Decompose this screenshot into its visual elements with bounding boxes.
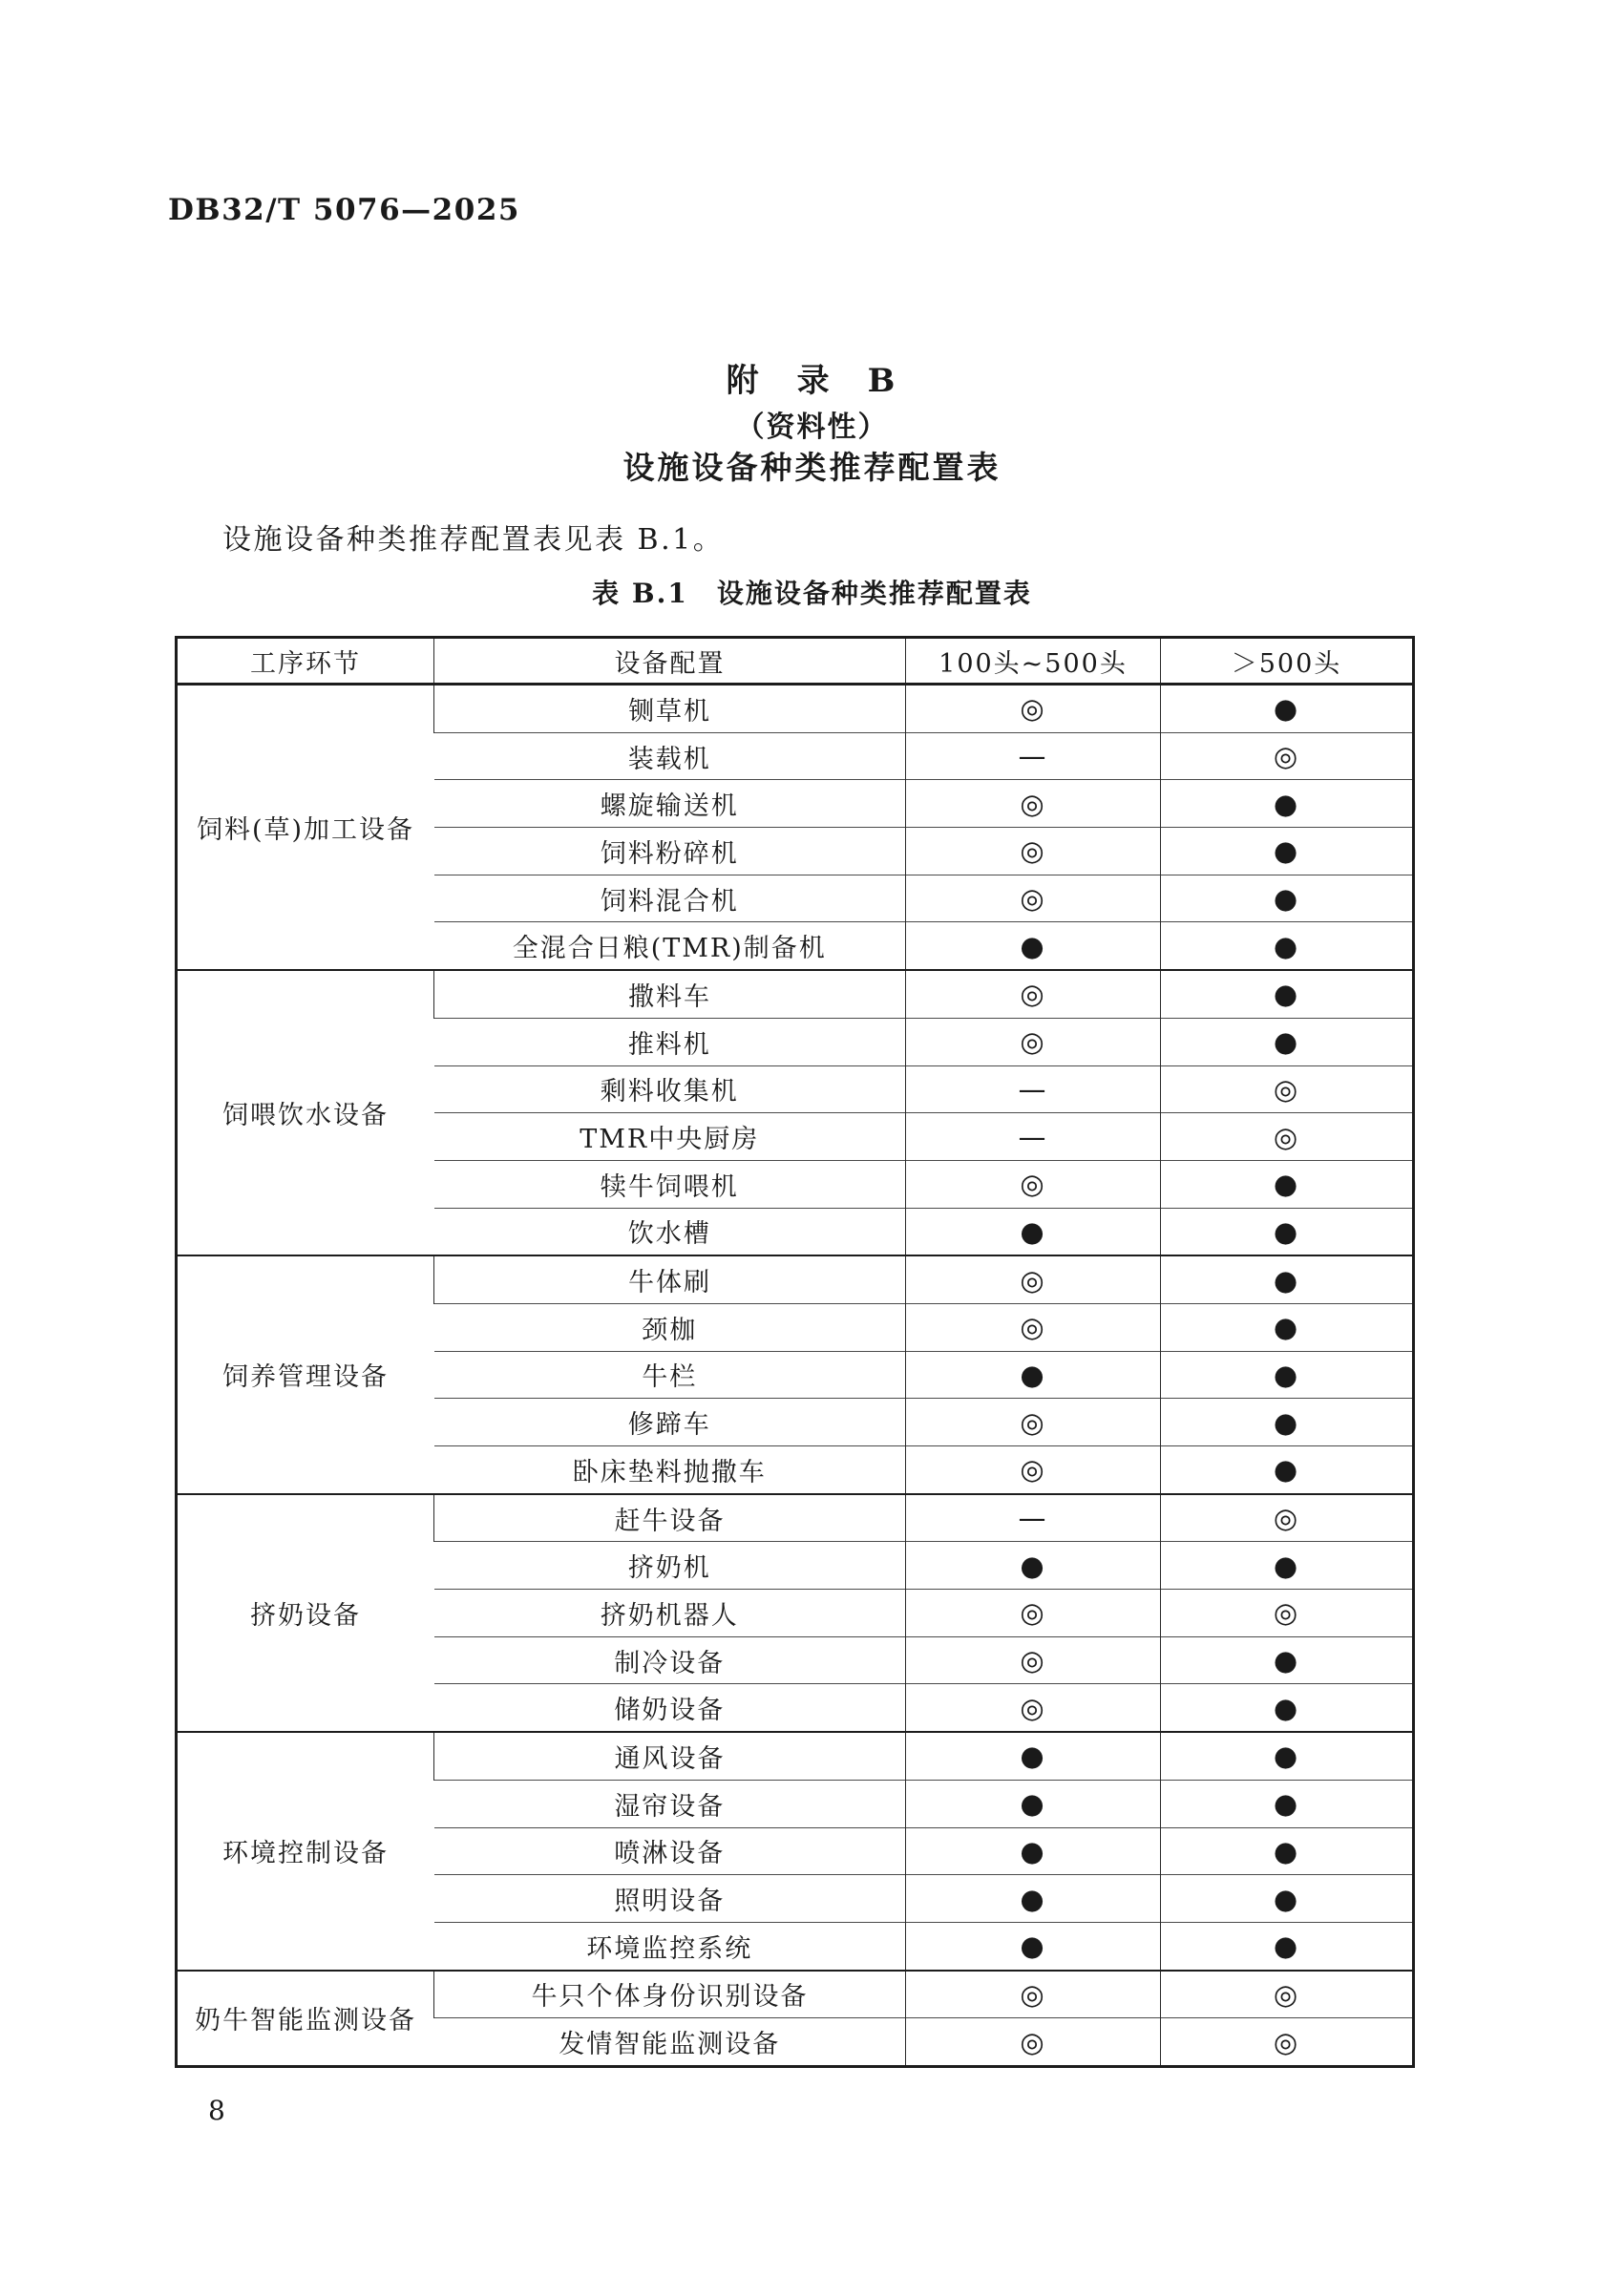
equipment-cell: 制冷设备 xyxy=(434,1636,906,1684)
group-cell: 饲养管理设备 xyxy=(177,1255,434,1493)
config-large-herd-cell: ● xyxy=(1161,1922,1414,1970)
equipment-cell: 挤奶机器人 xyxy=(434,1590,906,1637)
equipment-cell: 饮水槽 xyxy=(434,1208,906,1255)
config-small-herd-cell: ◎ xyxy=(906,1636,1161,1684)
page-number: 8 xyxy=(208,2095,225,2126)
equipment-cell: 喷淋设备 xyxy=(434,1827,906,1875)
config-small-herd-cell: ● xyxy=(906,1875,1161,1923)
col-header-process: 工序环节 xyxy=(177,638,434,685)
config-large-herd-cell: ● xyxy=(1161,1351,1414,1399)
config-small-herd-cell: ◎ xyxy=(906,685,1161,733)
config-small-herd-cell: ◎ xyxy=(906,875,1161,922)
col-header-small-herd: 100头~500头 xyxy=(906,638,1161,685)
config-small-herd-cell: ◎ xyxy=(906,1971,1161,2018)
config-large-herd-cell: ● xyxy=(1161,1732,1414,1780)
config-large-herd-cell: ● xyxy=(1161,970,1414,1018)
equipment-cell: 剩料收集机 xyxy=(434,1065,906,1113)
equipment-cell: 颈枷 xyxy=(434,1303,906,1351)
config-large-herd-cell: ● xyxy=(1161,1684,1414,1732)
equipment-cell: 螺旋输送机 xyxy=(434,780,906,828)
config-large-herd-cell: ● xyxy=(1161,828,1414,875)
config-large-herd-cell: ● xyxy=(1161,922,1414,970)
config-small-herd-cell: ● xyxy=(906,1732,1161,1780)
equipment-cell: 卧床垫料抛撒车 xyxy=(434,1446,906,1494)
config-small-herd-cell: ● xyxy=(906,1780,1161,1827)
config-small-herd-cell: — xyxy=(906,1494,1161,1542)
config-small-herd-cell: ● xyxy=(906,1922,1161,1970)
group-cell: 环境控制设备 xyxy=(177,1732,434,1970)
appendix-title: 附 录 B xyxy=(726,362,898,400)
config-large-herd-cell: ● xyxy=(1161,1827,1414,1875)
config-large-herd-cell: ● xyxy=(1161,1303,1414,1351)
table-row xyxy=(177,1971,1414,2018)
config-small-herd-cell: ● xyxy=(906,1542,1161,1590)
table-row xyxy=(177,1732,1414,1780)
equipment-cell: 通风设备 xyxy=(434,1732,906,1780)
appendix-subject-title: 设施设备种类推荐配置表 xyxy=(622,449,1002,486)
document-number: DB32/T 5076—2025 xyxy=(168,193,520,227)
col-header-large-herd: ＞500头 xyxy=(1161,638,1414,685)
config-large-herd-cell: ● xyxy=(1161,1208,1414,1255)
config-small-herd-cell: ◎ xyxy=(906,828,1161,875)
config-small-herd-cell: ◎ xyxy=(906,1255,1161,1303)
equipment-cell: 储奶设备 xyxy=(434,1684,906,1732)
config-large-herd-cell: ◎ xyxy=(1161,2018,1414,2067)
equipment-cell: 环境监控系统 xyxy=(434,1922,906,1970)
config-small-herd-cell: ◎ xyxy=(906,1160,1161,1208)
config-small-herd-cell: ◎ xyxy=(906,1684,1161,1732)
group-cell: 挤奶设备 xyxy=(177,1494,434,1732)
table-row xyxy=(177,1255,1414,1303)
table-body xyxy=(177,685,1414,2067)
equipment-cell: 牛只个体身份识别设备 xyxy=(434,1971,906,2018)
equipment-table xyxy=(175,636,1415,2068)
config-small-herd-cell: ● xyxy=(906,1208,1161,1255)
config-large-herd-cell: ◎ xyxy=(1161,732,1414,780)
col-header-equipment: 设备配置 xyxy=(434,638,906,685)
config-large-herd-cell: ● xyxy=(1161,1018,1414,1065)
equipment-cell: 赶牛设备 xyxy=(434,1494,906,1542)
config-large-herd-cell: ◎ xyxy=(1161,1590,1414,1637)
config-large-herd-cell: ● xyxy=(1161,1875,1414,1923)
config-large-herd-cell: ● xyxy=(1161,685,1414,733)
config-large-herd-cell: ● xyxy=(1161,1542,1414,1590)
config-large-herd-cell: ◎ xyxy=(1161,1971,1414,2018)
equipment-cell: 推料机 xyxy=(434,1018,906,1065)
equipment-cell: TMR中央厨房 xyxy=(434,1113,906,1161)
config-small-herd-cell: — xyxy=(906,1065,1161,1113)
appendix-subtitle-informative: （资料性） xyxy=(735,411,889,444)
config-large-herd-cell: ● xyxy=(1161,1399,1414,1446)
table-row xyxy=(177,970,1414,1018)
equipment-cell: 修蹄车 xyxy=(434,1399,906,1446)
config-small-herd-cell: ◎ xyxy=(906,1399,1161,1446)
equipment-cell: 发情智能监测设备 xyxy=(434,2018,906,2067)
table-header-row xyxy=(177,638,1414,685)
config-small-herd-cell: ◎ xyxy=(906,1590,1161,1637)
table-row xyxy=(177,1494,1414,1542)
config-large-herd-cell: ● xyxy=(1161,780,1414,828)
equipment-cell: 湿帘设备 xyxy=(434,1780,906,1827)
config-large-herd-cell: ● xyxy=(1161,1255,1414,1303)
config-small-herd-cell: ◎ xyxy=(906,1018,1161,1065)
equipment-cell: 挤奶机 xyxy=(434,1542,906,1590)
table-row xyxy=(177,685,1414,733)
equipment-cell: 牛栏 xyxy=(434,1351,906,1399)
equipment-cell: 撒料车 xyxy=(434,970,906,1018)
config-small-herd-cell: ● xyxy=(906,1351,1161,1399)
config-small-herd-cell: ◎ xyxy=(906,970,1161,1018)
config-small-herd-cell: ● xyxy=(906,1827,1161,1875)
config-small-herd-cell: — xyxy=(906,732,1161,780)
equipment-cell: 全混合日粮(TMR)制备机 xyxy=(434,922,906,970)
group-cell: 饲喂饮水设备 xyxy=(177,970,434,1255)
config-large-herd-cell: ● xyxy=(1161,1636,1414,1684)
config-large-herd-cell: ◎ xyxy=(1161,1065,1414,1113)
table-caption: 表 B.1 设施设备种类推荐配置表 xyxy=(592,578,1032,609)
config-large-herd-cell: ● xyxy=(1161,1780,1414,1827)
config-large-herd-cell: ◎ xyxy=(1161,1113,1414,1161)
config-small-herd-cell: ◎ xyxy=(906,1303,1161,1351)
equipment-cell: 饲料混合机 xyxy=(434,875,906,922)
config-small-herd-cell: ◎ xyxy=(906,2018,1161,2067)
equipment-cell: 照明设备 xyxy=(434,1875,906,1923)
equipment-cell: 牛体刷 xyxy=(434,1255,906,1303)
equipment-cell: 装载机 xyxy=(434,732,906,780)
config-large-herd-cell: ● xyxy=(1161,1160,1414,1208)
equipment-cell: 犊牛饲喂机 xyxy=(434,1160,906,1208)
config-small-herd-cell: ◎ xyxy=(906,780,1161,828)
group-cell: 饲料(草)加工设备 xyxy=(177,685,434,971)
group-cell: 奶牛智能监测设备 xyxy=(177,1971,434,2067)
config-small-herd-cell: ◎ xyxy=(906,1446,1161,1494)
config-small-herd-cell: — xyxy=(906,1113,1161,1161)
intro-paragraph: 设施设备种类推荐配置表见表 B.1。 xyxy=(222,523,725,557)
equipment-cell: 饲料粉碎机 xyxy=(434,828,906,875)
config-small-herd-cell: ● xyxy=(906,922,1161,970)
config-large-herd-cell: ◎ xyxy=(1161,1494,1414,1542)
config-large-herd-cell: ● xyxy=(1161,875,1414,922)
config-large-herd-cell: ● xyxy=(1161,1446,1414,1494)
equipment-cell: 铡草机 xyxy=(434,685,906,733)
